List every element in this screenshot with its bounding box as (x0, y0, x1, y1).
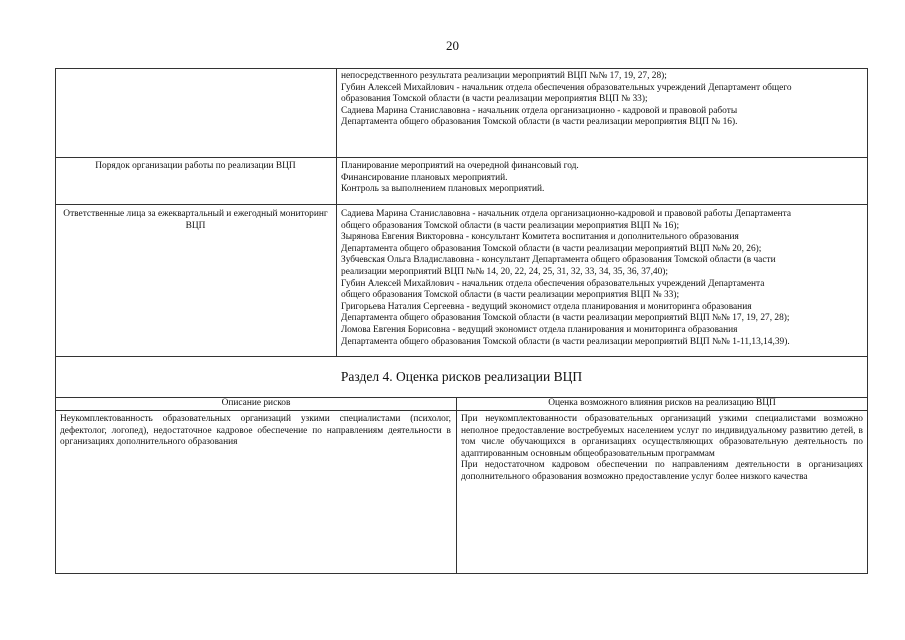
text-line: Контроль за выполнением плановых мероприятий. (341, 184, 545, 195)
responsible-continuation-cell (341, 71, 865, 129)
monitoring-responsible-content (341, 209, 865, 348)
page-number: 20 (446, 38, 459, 53)
table1-bottom-border (55, 356, 868, 357)
section-4-title: Раздел 4. Оценка рисков реализации ВЦП (340, 369, 583, 384)
text-line: Ломова Евгения Борисовна - ведущий экономист отдела планирования и мониторинга образования (341, 324, 738, 335)
text-line: Садиева Марина Станиславовна - начальник отдела организационно - кадровой и правовой работы (341, 105, 738, 116)
risks-column-divider (456, 397, 457, 574)
table1-row-divider (55, 204, 868, 205)
work-order-label: Порядок организации работы по реализации ВЦП (95, 161, 296, 171)
risks-impact-header: Оценка возможного влияния рисков на реализацию ВЦП (548, 398, 776, 408)
risks-header-bottom-border (55, 410, 868, 411)
text-line: Департамента общего образования Томской области (в части реализации мероприятий ВЦП №№ 20, 26); (341, 243, 762, 254)
text-line: образования Томской области (в части реализации мероприятия ВЦП № 33); (341, 94, 648, 105)
risk-impact-text (461, 414, 863, 484)
text-line: Департамента общего образования Томской области (в части реализации мероприятий ВЦП №№ 17, 19, 27, 28); (341, 313, 790, 324)
text-line: Зубчевская Ольга Владиславовна - консультант Департамента общего образования Томской области (в части (341, 255, 776, 266)
text-line: Садиева Марина Станиславовна - начальник отдела организационно-кадровой и правовой работы Департамента (341, 209, 792, 219)
text-line: реализации мероприятий ВЦП №№ 14, 20, 22, 24, 25, 31, 32, 33, 34, 35, 36, 37,40); (341, 266, 669, 277)
text-line: непосредственного результата реализации мероприятий ВЦП №№ 17, 19, 27, 28); (341, 71, 667, 81)
risk-description-text: Неукомплектованность образовательных организаций узкими специалистами (психолог, дефектолог, логопед), недостаточное кадровое обеспечение по направлениям деятельности в организациях дополнительного образования (60, 414, 451, 448)
risk-impact-paragraph: При неукомплектованности образовательных организаций узкими специалистами возможно неполное предоставление востребуемых населением услуг по индивидуальному развитию детей, в том числе обучающихся в организациях осуществляющих образовательную деятельность по адаптированным основным общеобразовательным программам (461, 414, 863, 459)
risks-description-header: Описание рисков (221, 398, 291, 408)
text-line: Зырянова Евгения Викторовна - консультант Комитета воспитания и дополнительного образования (341, 232, 739, 243)
text-line: Планирование мероприятий на очередной финансовый год. (341, 161, 579, 171)
text-line: общего образования Томской области (в части реализации мероприятия ВЦП № 33); (341, 290, 680, 301)
risk-impact-paragraph: При недостаточном кадровом обеспечении по направлениям деятельности в организациях дополнительного образования возможно предоставление услуг более низкого качества (461, 460, 863, 482)
monitoring-responsible-label: Ответственные лица за ежеквартальный и ежегодный мониторинг ВЦП (63, 209, 328, 231)
text-line: Губин Алексей Михайлович - начальник отдела обеспечения образовательных учреждений Департамент общего (341, 82, 792, 93)
text-line: Департамента общего образования Томской области (в части реализации мероприятия ВЦП № 16). (341, 117, 738, 128)
text-line: общего образования Томской области (в части реализации мероприятия ВЦП № 16); (341, 220, 680, 231)
text-line: Григорьева Наталия Сергеевна - ведущий экономист отдела планирования и мониторинга образования (341, 301, 752, 312)
text-line: Губин Алексей Михайлович - начальник отдела обеспечения образовательных учреждений Департамента (341, 278, 765, 289)
text-line: Финансирование плановых мероприятий. (341, 172, 508, 183)
table1-row-divider (55, 157, 868, 158)
text-line: Департамента общего образования Томской области (в части реализации мероприятий ВЦП №№ 1-11,13,14,39). (341, 336, 790, 347)
work-order-content (341, 161, 865, 196)
table1-column-divider (336, 68, 337, 356)
